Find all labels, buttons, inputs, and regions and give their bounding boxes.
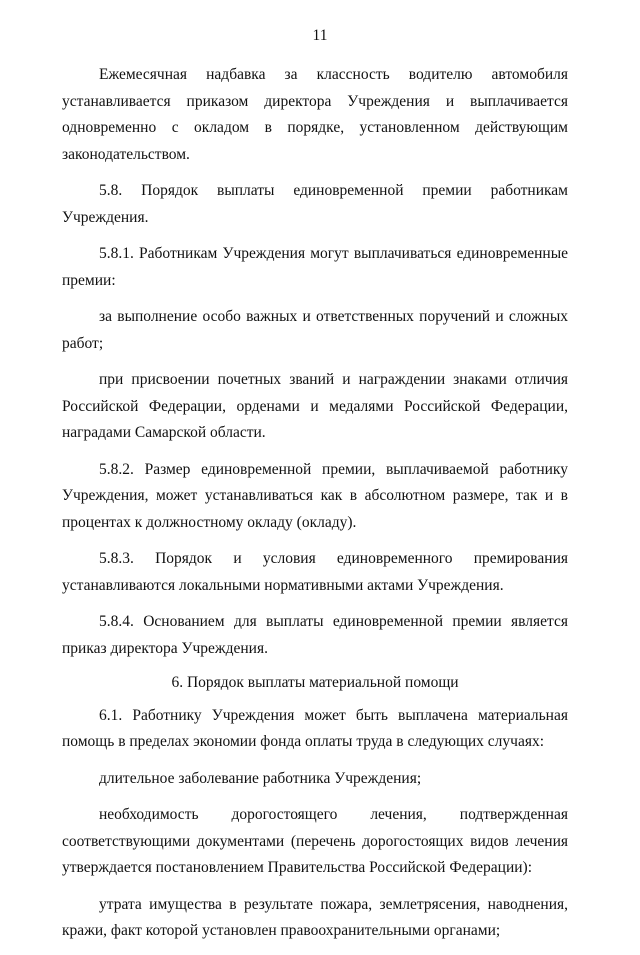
- paragraph-6-1: 6.1. Работнику Учреждения может быть выплачена материальная помощь в пределах экономии фонда оплаты труда в следующих случаях:: [62, 706, 568, 750]
- section-5-8-title: 5.8. Порядок выплаты единовременной премии работникам Учреждения.: [62, 182, 568, 226]
- list-item-expensive-treatment: необходимость дорогостоящего лечения, подтвержденная соответствующими документами (перечень дорогостоящих видов лечения утверждается постановлением Правительства Российской Федерации):: [62, 806, 568, 876]
- list-item-illness: длительное заболевание работника Учреждения;: [99, 769, 422, 787]
- paragraph-class-allowance: Ежемесячная надбавка за классность водителю автомобиля устанавливается приказом директора Учреждения и выплачивается одновременно с окладом в порядке, установленном действующим законодательством.: [62, 66, 568, 163]
- paragraph-5-8-4: 5.8.4. Основанием для выплаты единовременной премии является приказ директора Учреждения.: [62, 613, 568, 657]
- document-body: [62, 62, 568, 955]
- section-6-heading: 6. Порядок выплаты материальной помощи: [171, 674, 459, 691]
- list-item-honorary-titles: при присвоении почетных званий и награждении знаками отличия Российской Федерации, орденами и медалями Российской Федерации, наградами Самарской области.: [62, 371, 568, 441]
- paragraph-5-8-2: 5.8.2. Размер единовременной премии, выплачиваемой работнику Учреждения, может устанавливаться как в абсолютном размере, так и в процентах к должностному окладу (окладу).: [62, 460, 568, 531]
- list-item-property-loss: утрата имущества в результате пожара, землетрясения, наводнения, кражи, факт которой установлен правоохранительными органами;: [62, 895, 568, 939]
- paragraph-5-8-3: 5.8.3. Порядок и условия единовременного премирования устанавливаются локальными нормативными актами Учреждения.: [62, 550, 568, 594]
- page-number: 11: [312, 27, 328, 44]
- list-item-important-tasks: за выполнение особо важных и ответственных поручений и сложных работ;: [62, 308, 568, 352]
- paragraph-5-8-1: 5.8.1. Работникам Учреждения могут выплачиваться единовременные премии:: [62, 245, 568, 289]
